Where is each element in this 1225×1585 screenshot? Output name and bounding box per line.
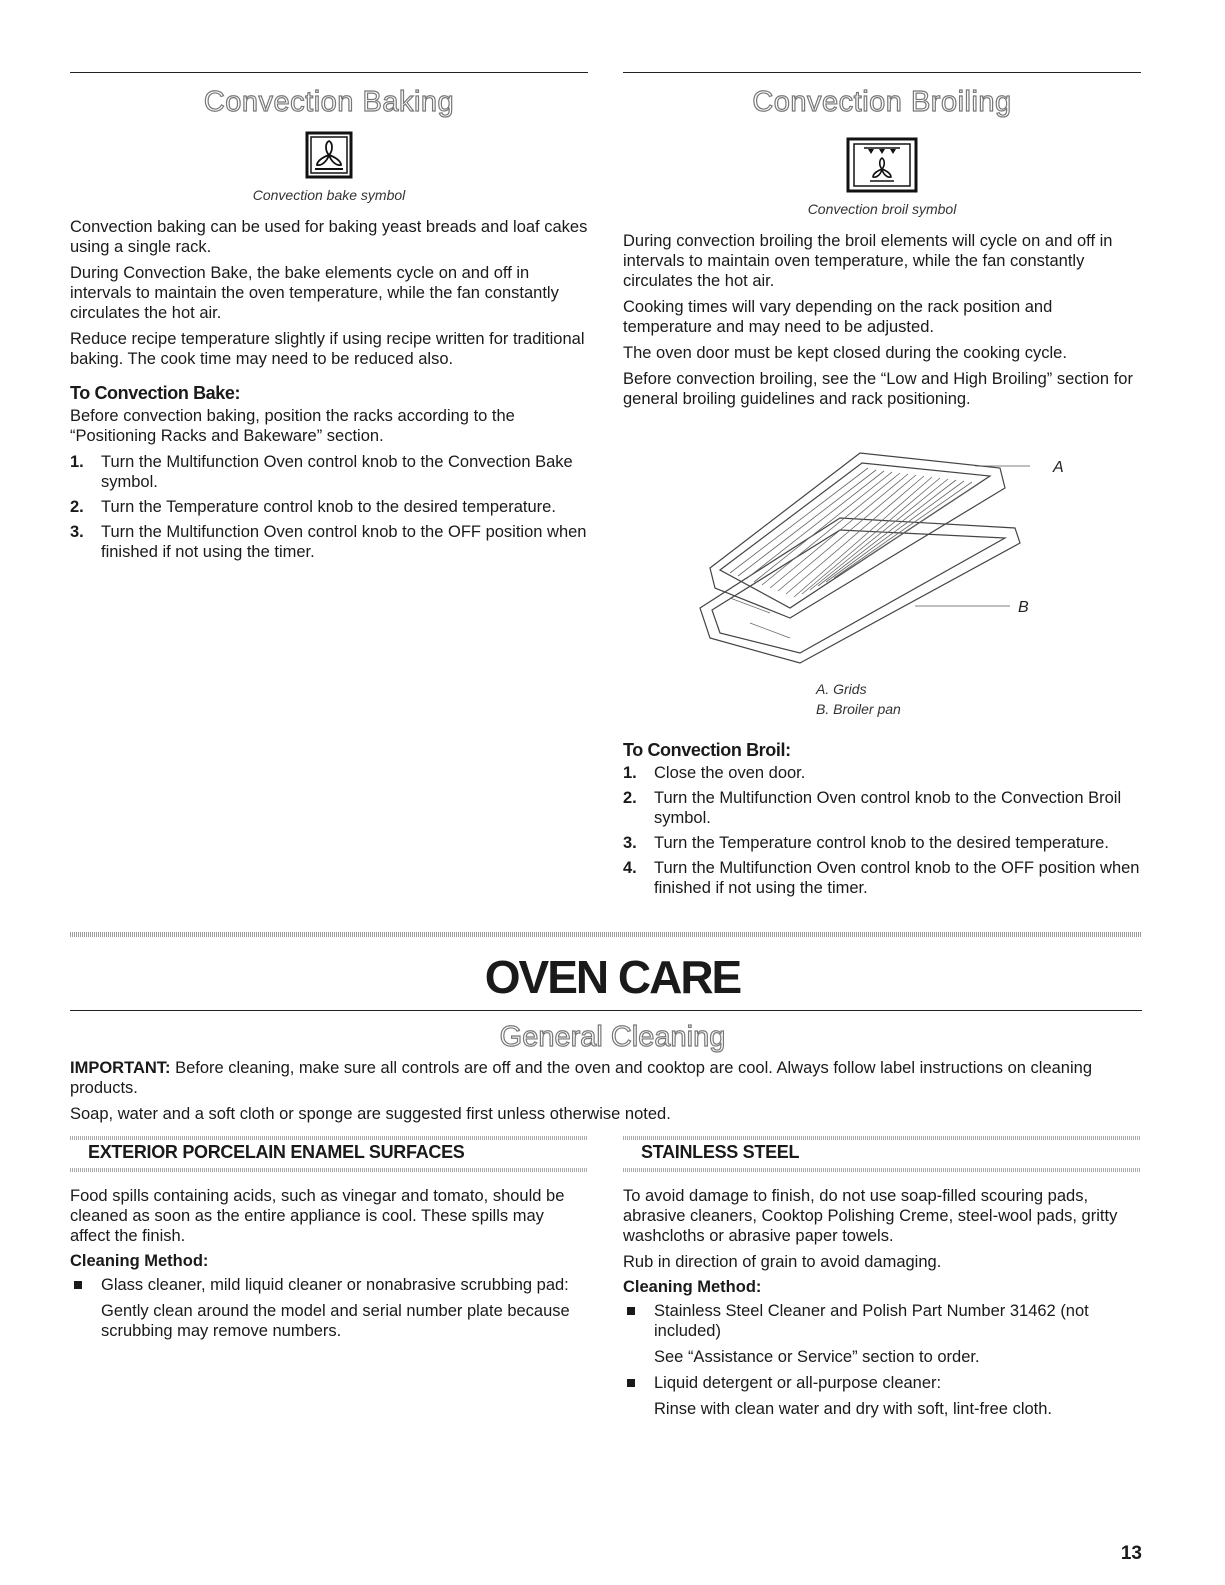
convection-baking-section xyxy=(70,72,588,567)
convection-broil-steps xyxy=(623,726,1141,903)
section-rule xyxy=(623,72,1141,73)
important-note: IMPORTANT: Before cleaning, make sure all controls are off and the oven and cooktop are cool. Always follow label instructions on cleaning products. xyxy=(70,1059,1093,1097)
section-title: General Cleaning xyxy=(499,1021,726,1053)
bullet-note: Rinse with clean water and dry with soft, lint-free cloth. xyxy=(654,1400,1053,1418)
general-cleaning-intro xyxy=(70,1058,1142,1130)
section-title: Convection Baking xyxy=(203,86,455,118)
figure-label-b: B xyxy=(1018,599,1029,616)
porcelain-section xyxy=(70,1136,588,1347)
bullet-note: See “Assistance or Service” section to order. xyxy=(654,1348,980,1366)
step-item: 4. Turn the Multifunction Oven control knob to the OFF position when finished if not using the timer. xyxy=(623,859,1140,897)
paragraph: Convection baking can be used for baking yeast breads and loaf cakes using a single rack. xyxy=(70,218,588,256)
step-item: 3. Turn the Temperature control knob to the desired temperature. xyxy=(623,834,1109,852)
cleaning-method-label: Cleaning Method: xyxy=(623,1278,762,1296)
paragraph: Before convection broiling, see the “Low and High Broiling” section for general broiling guidelines and rack positioning. xyxy=(623,370,1133,408)
paragraph: During Convection Bake, the bake elements cycle on and off in intervals to maintain the oven temperature, while the fan constantly circulates the hot air. xyxy=(70,264,559,322)
cleaning-note: Soap, water and a soft cloth or sponge are suggested first unless otherwise noted. xyxy=(70,1105,671,1123)
subheading: To Convection Bake: xyxy=(70,383,241,403)
paragraph: Cooking times will vary depending on the rack position and temperature and may need to be adjusted. xyxy=(623,298,1053,336)
figure-label-a: A xyxy=(1053,459,1064,476)
box-heading: EXTERIOR PORCELAIN ENAMEL SURFACES xyxy=(70,1136,588,1166)
section-title: Convection Broiling xyxy=(752,86,1012,118)
paragraph: Rub in direction of grain to avoid damaging. xyxy=(623,1253,942,1271)
box-heading: STAINLESS STEEL xyxy=(623,1136,1141,1166)
convection-bake-icon xyxy=(305,131,353,179)
step-item: 1. Close the oven door. xyxy=(623,764,806,782)
page-number: 13 xyxy=(1120,1543,1142,1564)
bullet-list xyxy=(70,1275,588,1295)
paragraph: Food spills containing acids, such as vinegar and tomato, should be cleaned as soon as the entire appliance is cool. These spills may affect the finish. xyxy=(70,1187,565,1245)
paragraph: To avoid damage to finish, do not use soap-filled scouring pads, abrasive cleaners, Cooktop Polishing Creme, steel-wool pads, gritty washcloths or abrasive paper towels. xyxy=(623,1187,1118,1245)
bullet-item: Liquid detergent or all-purpose cleaner: xyxy=(623,1373,1141,1393)
intro-text: Before convection baking, position the racks according to the “Positioning Racks and Bakeware” section. xyxy=(70,407,515,445)
bullet-item: Glass cleaner, mild liquid cleaner or nonabrasive scrubbing pad: xyxy=(70,1275,588,1295)
hatch-divider xyxy=(70,932,1142,937)
convection-broiling-section xyxy=(623,72,1141,415)
subheading: To Convection Broil: xyxy=(623,740,791,760)
step-item: 2. Turn the Temperature control knob to the desired temperature. xyxy=(70,498,556,516)
paragraph: Reduce recipe temperature slightly if using recipe written for traditional baking. The cook time may need to be reduced also. xyxy=(70,330,585,368)
convection-broil-icon xyxy=(846,137,918,193)
steps-list xyxy=(70,452,588,562)
broiler-pan-illustration xyxy=(690,448,1030,673)
bullet-note: Gently clean around the model and serial number plate because scrubbing may remove numbers. xyxy=(101,1302,570,1340)
symbol-caption: Convection broil symbol xyxy=(807,201,957,217)
bullet-list xyxy=(623,1373,1141,1393)
chapter-rule xyxy=(70,1010,1142,1011)
chapter-title: OVEN CARE xyxy=(484,951,741,1003)
step-item: 1. Turn the Multifunction Oven control knob to the Convection Bake symbol. xyxy=(70,453,573,491)
step-item: 2. Turn the Multifunction Oven control knob to the Convection Broil symbol. xyxy=(623,789,1122,827)
paragraph: The oven door must be kept closed during the cooking cycle. xyxy=(623,344,1067,362)
symbol-caption: Convection bake symbol xyxy=(252,187,406,203)
figure-caption: A. Grids B. Broiler pan xyxy=(816,681,901,717)
step-item: 3. Turn the Multifunction Oven control knob to the OFF position when finished if not using the timer. xyxy=(70,523,587,561)
paragraph: During convection broiling the broil elements will cycle on and off in intervals to maintain oven temperature, while the fan constantly circulates the hot air. xyxy=(623,232,1113,290)
section-rule xyxy=(70,72,588,73)
cleaning-method-label: Cleaning Method: xyxy=(70,1252,209,1270)
stainless-section xyxy=(623,1136,1141,1425)
steps-list xyxy=(623,763,1141,898)
bullet-list xyxy=(623,1301,1141,1341)
bullet-item: Stainless Steel Cleaner and Polish Part Number 31462 (not included) xyxy=(623,1301,1141,1341)
